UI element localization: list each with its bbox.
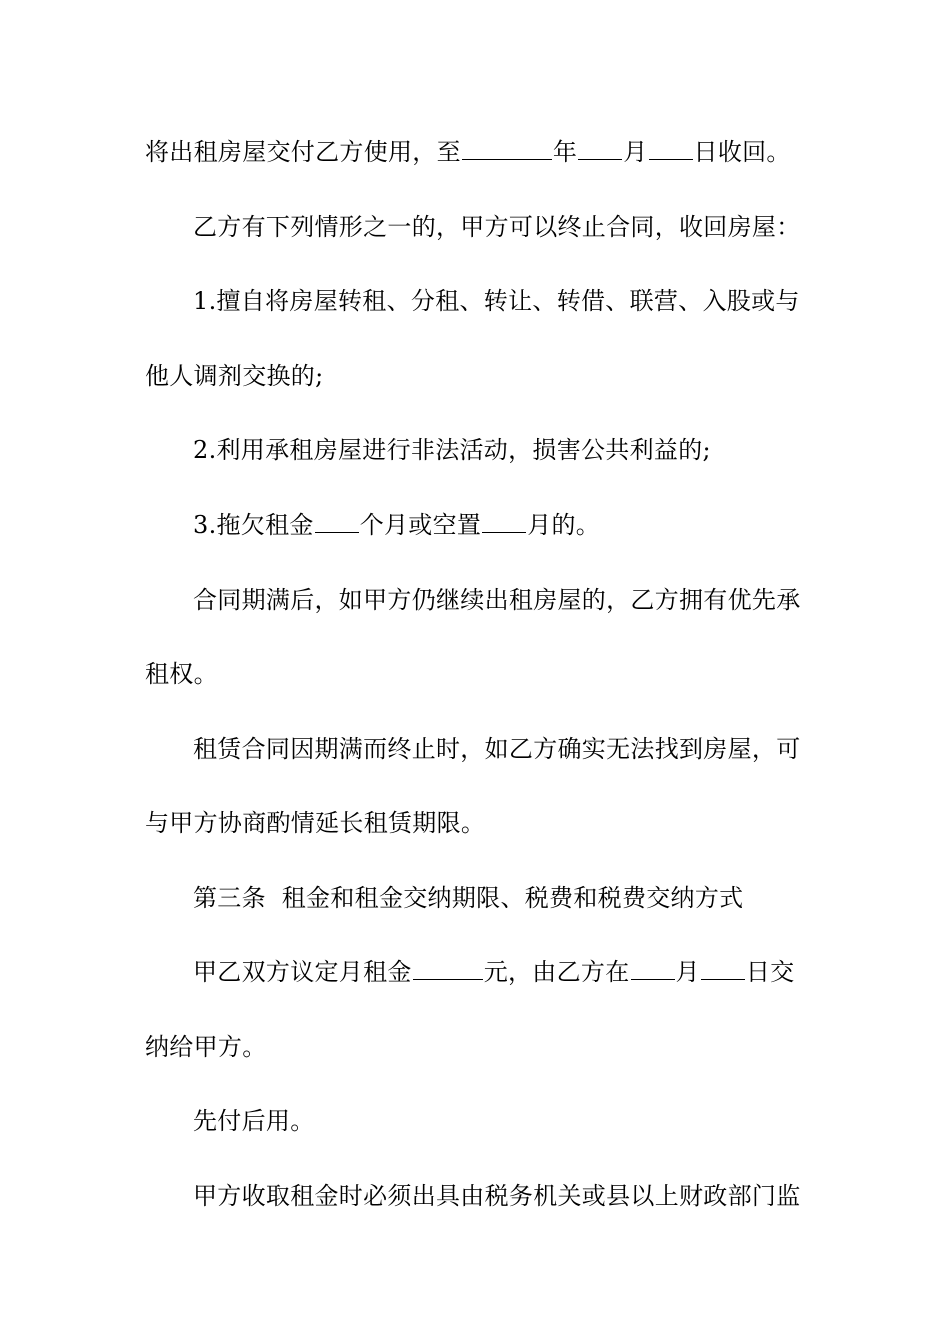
paragraph-line-13: 纳给甲方。 bbox=[145, 1033, 267, 1061]
paragraph-line-4: 他人调剂交换的; bbox=[145, 362, 324, 390]
paragraph-line-5: 2.利用承租房屋进行非法活动，损害公共利益的; bbox=[193, 436, 711, 464]
blank-vacancy-months bbox=[482, 506, 526, 533]
line-1-text-a: 将出租房屋交付乙方使用，至 bbox=[145, 138, 461, 166]
blank-month bbox=[578, 133, 622, 160]
paragraph-line-12 bbox=[193, 952, 794, 992]
line-12-text-d: 日交 bbox=[745, 958, 795, 986]
paragraph-line-14: 先付后用。 bbox=[193, 1107, 315, 1135]
line-12-text-b: 元，由乙方在 bbox=[483, 958, 630, 986]
line-1-text-b: 年 bbox=[552, 138, 578, 166]
blank-day bbox=[649, 133, 693, 160]
blank-pay-month bbox=[631, 953, 675, 980]
line-6-text-a: 3.拖欠租金 bbox=[193, 511, 314, 539]
paragraph-line-8: 租权。 bbox=[145, 660, 218, 688]
paragraph-line-2: 乙方有下列情形之一的，甲方可以终止合同，收回房屋： bbox=[193, 213, 801, 241]
blank-rent-amount bbox=[413, 953, 483, 980]
paragraph-line-10: 与甲方协商酌情延长租赁期限。 bbox=[145, 809, 486, 837]
blank-pay-day bbox=[701, 953, 745, 980]
line-6-text-c: 月的。 bbox=[527, 511, 601, 539]
paragraph-line-1 bbox=[145, 132, 791, 172]
blank-year bbox=[462, 133, 552, 160]
line-1-text-d: 日收回。 bbox=[693, 138, 791, 166]
section-heading bbox=[193, 878, 743, 918]
paragraph-line-3: 1.擅自将房屋转租、分租、转让、转借、联营、入股或与 bbox=[193, 287, 800, 315]
blank-arrears-months bbox=[315, 506, 359, 533]
paragraph-line-7: 合同期满后，如甲方仍继续出租房屋的，乙方拥有优先承 bbox=[193, 586, 801, 614]
line-1-text-c: 月 bbox=[623, 138, 648, 166]
paragraph-line-9: 租赁合同因期满而终止时，如乙方确实无法找到房屋，可 bbox=[193, 735, 801, 763]
paragraph-line-15: 甲方收取租金时必须出具由税务机关或县以上财政部门监 bbox=[193, 1182, 801, 1210]
line-12-text-a: 甲乙双方议定月租金 bbox=[193, 958, 412, 986]
line-12-text-c: 月 bbox=[675, 958, 700, 986]
section-heading-text: 第三条 租金和租金交纳期限、税费和税费交纳方式 bbox=[193, 884, 744, 912]
line-6-text-b: 个月或空置 bbox=[359, 511, 482, 539]
paragraph-line-6 bbox=[193, 505, 600, 545]
